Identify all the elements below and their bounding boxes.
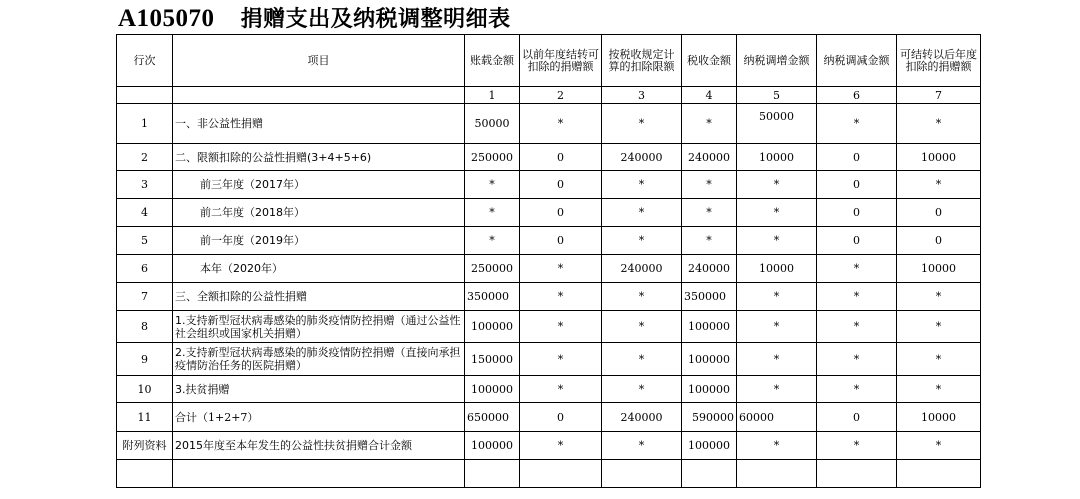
row-value: 0	[520, 199, 602, 227]
table-row	[117, 343, 981, 376]
row-item: 1.支持新型冠状病毒感染的肺炎疫情防控捐赠（通过公益性社会组织或国家机关捐赠）	[173, 311, 465, 343]
blank-cell	[897, 460, 981, 488]
row-value: *	[520, 432, 602, 460]
row-value: *	[817, 343, 897, 376]
row-value: *	[817, 255, 897, 283]
table-row	[117, 171, 981, 199]
col-number-blank	[117, 87, 173, 104]
row-value: 100000	[465, 376, 520, 403]
row-number: 10	[117, 376, 173, 403]
row-value: 10000	[737, 255, 817, 283]
row-item: 前二年度（2018年）	[173, 199, 465, 227]
blank-cell	[737, 460, 817, 488]
row-value: *	[520, 104, 602, 144]
row-item: 合计（1+2+7）	[173, 403, 465, 432]
row-item: 三、全额扣除的公益性捐赠	[173, 283, 465, 311]
row-value: *	[817, 283, 897, 311]
row-value: *	[737, 283, 817, 311]
form-code: A105070	[118, 5, 215, 32]
row-value: 240000	[682, 144, 737, 171]
table-row	[117, 283, 981, 311]
blank-cell	[520, 460, 602, 488]
table-row	[117, 432, 981, 460]
header-col-4: 税收金额	[682, 35, 737, 87]
row-value: *	[817, 311, 897, 343]
header-col-1: 账载金额	[465, 35, 520, 87]
row-value: *	[520, 255, 602, 283]
row-number: 6	[117, 255, 173, 283]
row-value: *	[602, 343, 682, 376]
row-value: *	[682, 104, 737, 144]
row-value: *	[737, 311, 817, 343]
row-value: *	[737, 227, 817, 255]
row-value: 10000	[897, 403, 981, 432]
table-row	[117, 311, 981, 343]
row-value: *	[602, 199, 682, 227]
row-value: *	[602, 432, 682, 460]
table-row	[117, 104, 981, 144]
row-value: 100000	[682, 343, 737, 376]
col-number-blank	[173, 87, 465, 104]
row-value: *	[682, 171, 737, 199]
row-value: 0	[817, 403, 897, 432]
row-number: 5	[117, 227, 173, 255]
row-value: *	[817, 376, 897, 403]
row-number: 1	[117, 104, 173, 144]
row-value: *	[737, 199, 817, 227]
row-value: 0	[520, 227, 602, 255]
row-value: *	[897, 171, 981, 199]
row-value: *	[682, 199, 737, 227]
row-value: *	[817, 432, 897, 460]
col-number: 1	[465, 87, 520, 104]
row-value: *	[520, 283, 602, 311]
row-value: 100000	[465, 432, 520, 460]
row-value: 0	[817, 199, 897, 227]
row-item: 二、限额扣除的公益性捐赠(3+4+5+6)	[173, 144, 465, 171]
col-number: 3	[602, 87, 682, 104]
row-value: *	[897, 283, 981, 311]
row-number: 7	[117, 283, 173, 311]
row-value: 0	[520, 403, 602, 432]
table-row	[117, 144, 981, 171]
row-value: 100000	[682, 432, 737, 460]
row-value: 250000	[465, 255, 520, 283]
row-value: *	[602, 283, 682, 311]
row-item: 一、非公益性捐赠	[173, 104, 465, 144]
row-value: *	[602, 227, 682, 255]
header-item: 项目	[173, 35, 465, 87]
row-value: 240000	[682, 255, 737, 283]
blank-cell	[682, 460, 737, 488]
row-value: 350000	[465, 283, 520, 311]
header-col-5: 纳税调增金额	[737, 35, 817, 87]
row-value: *	[682, 227, 737, 255]
row-value: *	[897, 432, 981, 460]
row-value: *	[897, 343, 981, 376]
row-value: *	[520, 311, 602, 343]
table-row	[117, 199, 981, 227]
row-value: 350000	[682, 283, 737, 311]
row-value: 100000	[682, 376, 737, 403]
header-col-2: 以前年度结转可扣除的捐赠额	[520, 35, 602, 87]
row-item: 前一年度（2019年）	[173, 227, 465, 255]
table-row	[117, 227, 981, 255]
row-value: 50000	[737, 104, 817, 144]
blank-cell	[117, 460, 173, 488]
row-number: 11	[117, 403, 173, 432]
row-value: 150000	[465, 343, 520, 376]
row-number: 4	[117, 199, 173, 227]
row-value: 250000	[465, 144, 520, 171]
row-value: 10000	[897, 255, 981, 283]
col-number: 6	[817, 87, 897, 104]
header-row	[117, 35, 981, 87]
row-value: 100000	[682, 311, 737, 343]
row-item: 3.扶贫捐赠	[173, 376, 465, 403]
row-value: 50000	[465, 104, 520, 144]
row-value: 10000	[897, 144, 981, 171]
col-number: 2	[520, 87, 602, 104]
row-value: 240000	[602, 144, 682, 171]
row-value: *	[897, 311, 981, 343]
row-value: 0	[897, 227, 981, 255]
row-value: 0	[817, 171, 897, 199]
row-value: *	[465, 227, 520, 255]
row-item: 2.支持新型冠状病毒感染的肺炎疫情防控捐赠（直接向承担疫情防治任务的医院捐赠）	[173, 343, 465, 376]
row-value: 240000	[602, 403, 682, 432]
row-number: 2	[117, 144, 173, 171]
row-number: 9	[117, 343, 173, 376]
row-value: *	[737, 432, 817, 460]
row-value: *	[520, 376, 602, 403]
row-value: *	[520, 343, 602, 376]
row-value: 0	[817, 227, 897, 255]
row-value: *	[897, 104, 981, 144]
blank-cell	[465, 460, 520, 488]
blank-cell	[173, 460, 465, 488]
row-value: *	[897, 376, 981, 403]
row-value: *	[737, 376, 817, 403]
row-number: 3	[117, 171, 173, 199]
col-number: 7	[897, 87, 981, 104]
table-row	[117, 403, 981, 432]
blank-cell	[602, 460, 682, 488]
row-value: 60000	[737, 403, 817, 432]
row-value: 590000	[682, 403, 737, 432]
row-item: 2015年度至本年发生的公益性扶贫捐赠合计金额	[173, 432, 465, 460]
form-name: 捐赠支出及纳税调整明细表	[240, 7, 511, 32]
header-row-no: 行次	[117, 35, 173, 87]
row-value: *	[602, 376, 682, 403]
row-value: *	[602, 104, 682, 144]
col-number: 5	[737, 87, 817, 104]
row-value: 0	[520, 171, 602, 199]
header-col-7: 可结转以后年度扣除的捐赠额	[897, 35, 981, 87]
row-value: 650000	[465, 403, 520, 432]
column-number-row	[117, 87, 981, 104]
header-col-6: 纳税调减金额	[817, 35, 897, 87]
row-item: 前三年度（2017年）	[173, 171, 465, 199]
row-value: 0	[817, 144, 897, 171]
row-value: 10000	[737, 144, 817, 171]
blank-row	[117, 460, 981, 488]
donation-table	[116, 34, 981, 488]
form-title	[118, 4, 511, 34]
row-value: *	[465, 171, 520, 199]
row-item: 本年（2020年）	[173, 255, 465, 283]
col-number: 4	[682, 87, 737, 104]
header-col-3: 按税收规定计算的扣除限额	[602, 35, 682, 87]
row-value: 0	[520, 144, 602, 171]
row-value: *	[465, 199, 520, 227]
row-value: *	[602, 311, 682, 343]
row-value: *	[737, 343, 817, 376]
row-value: *	[602, 171, 682, 199]
blank-cell	[817, 460, 897, 488]
row-value: 100000	[465, 311, 520, 343]
row-value: 0	[897, 199, 981, 227]
row-value: *	[737, 171, 817, 199]
table-row	[117, 255, 981, 283]
row-value: *	[817, 104, 897, 144]
row-number: 8	[117, 311, 173, 343]
table-row	[117, 376, 981, 403]
row-number: 附列资料	[117, 432, 173, 460]
row-value: 240000	[602, 255, 682, 283]
